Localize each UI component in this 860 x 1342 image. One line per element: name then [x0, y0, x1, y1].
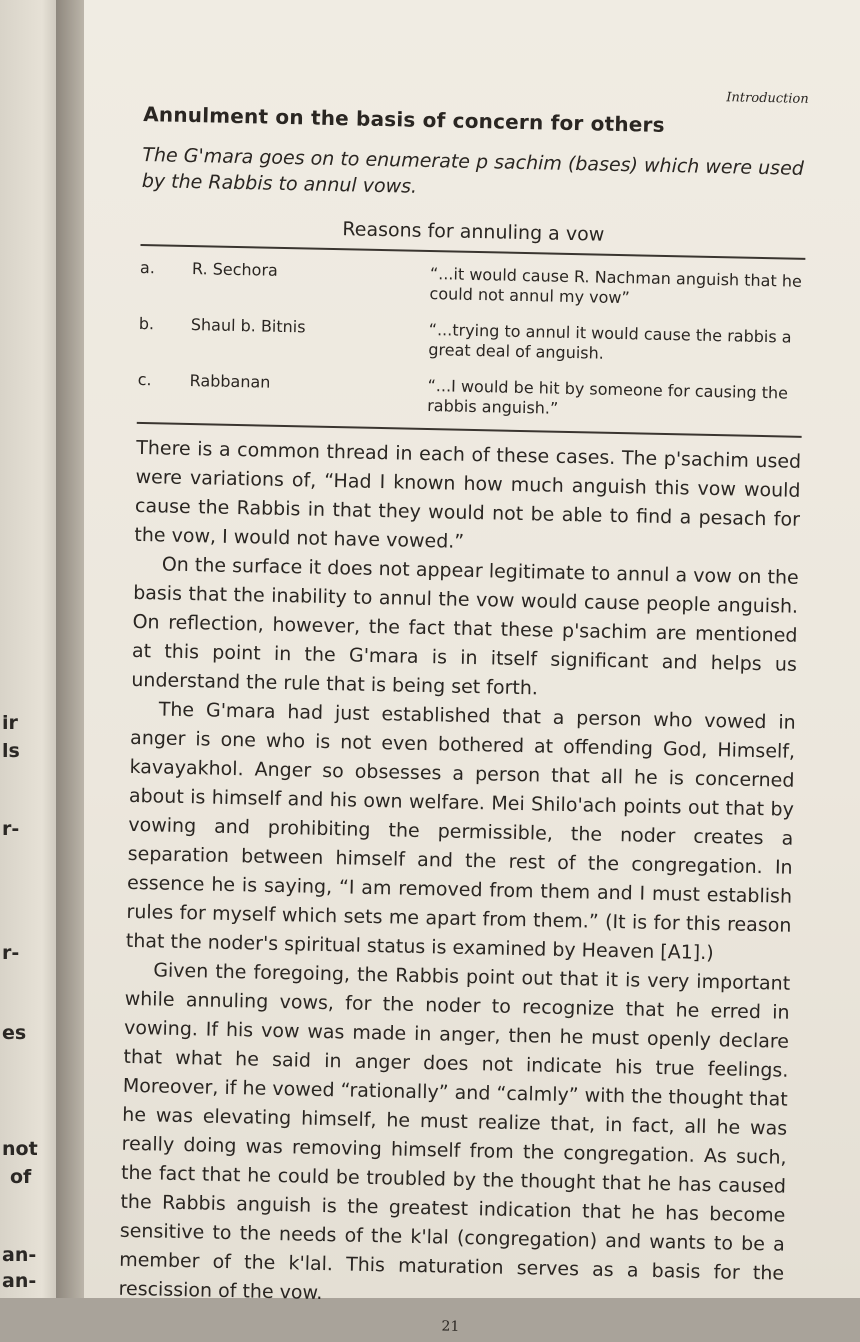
- intro-text: The G'mara goes on to enumerate p sachim (bases) which were used by the Rabbis to annul vows.: [141, 143, 805, 198]
- facing-page-fragment: an-: [2, 1270, 37, 1292]
- facing-page-fragment: es: [2, 1022, 27, 1044]
- facing-page-fragment: not: [2, 1138, 38, 1160]
- book-page: [84, 0, 860, 1335]
- running-head: Introduction: [726, 90, 809, 107]
- paragraph: The G'mara had just established that a person who vowed in anger is one who is not even bothered at offending God, Himself, kavayakhol. Anger so obsesses a person that all he is concerned about is himself and his own welfare. Mei Shilo'ach points out that by vowing and prohibiting the permissible, the noder creates a separation between himself and the rest of the congregation. In essence he is saying, “I am removed from them and I must establish rules for myself which sets me apart from them.” (It is for this reason that the noder's spiritual status is examined by Heaven [A1].): [125, 698, 796, 965]
- facing-page-fragment: of: [10, 1166, 32, 1188]
- page-content: [118, 78, 809, 1342]
- paragraph: On the surface it does not appear legitimate to annul a vow on the basis that the inability to annul the vow would cause people anguish. On reflection, however, the fact that these p'sachim are mentioned at this point in the G'mara is in itself significant and helps us understand the rule that is being set forth.: [131, 553, 799, 700]
- row-letter: c.: [137, 369, 152, 390]
- row-letter: a.: [139, 257, 156, 278]
- row-name: Shaul b. Bitnis: [190, 315, 306, 337]
- facing-page-fragment: r-: [2, 942, 20, 964]
- row-name: R. Sechora: [191, 259, 279, 280]
- row-letter: b.: [138, 313, 155, 334]
- facing-page-fragment: ls: [2, 740, 20, 762]
- table-title: Reasons for annuling a vow: [140, 214, 806, 260]
- facing-page-fragment: r-: [2, 818, 20, 840]
- facing-page-fragment: an-: [2, 1244, 37, 1266]
- paragraph: There is a common thread in each of these cases. The p'sachim used were variations of, “Had I known how much anguish this vow would cause the Rabbis in that they would not be able to find a pesach for the vow, I would not have vowed.”: [134, 436, 802, 553]
- row-quote: “...I would be hit by someone for causing the rabbis anguish.”: [427, 376, 789, 418]
- row-name: Rabbanan: [189, 371, 271, 392]
- row-quote: “...it would cause R. Nachman anguish that he could not annul my vow”: [429, 264, 803, 308]
- row-quote: “...trying to annul it would cause the rabbis a great deal of anguish.: [428, 320, 792, 363]
- reasons-table: [137, 258, 805, 440]
- paragraph: Given the foregoing, the Rabbis point out that it is very important while annuling vows, for the noder to recognize that he erred in vowing. If his vow was made in anger, then he must openly declare that what he said in anger does not indicate his true feelings. Moreover, if he vowed “rationally” and “calmly” with the thought that he was elevating himself, he must realize that, in fact, all he was really doing was removing himself from the congregation. As such, the fact that he could be troubled by the thought that he has caused the Rabbis anguish is the greatest indication that he has become sensitive to the needs of the k'lal (congregation) and wants to be a member of the k'lal. This maturation serves as a basis for the rescission of the vow.: [118, 959, 791, 1304]
- section-heading: Annulment on the basis of concern for others: [142, 101, 665, 137]
- page-number: 21: [441, 1318, 460, 1335]
- facing-page-fragment: ir: [2, 712, 18, 734]
- body-text: [118, 434, 801, 1318]
